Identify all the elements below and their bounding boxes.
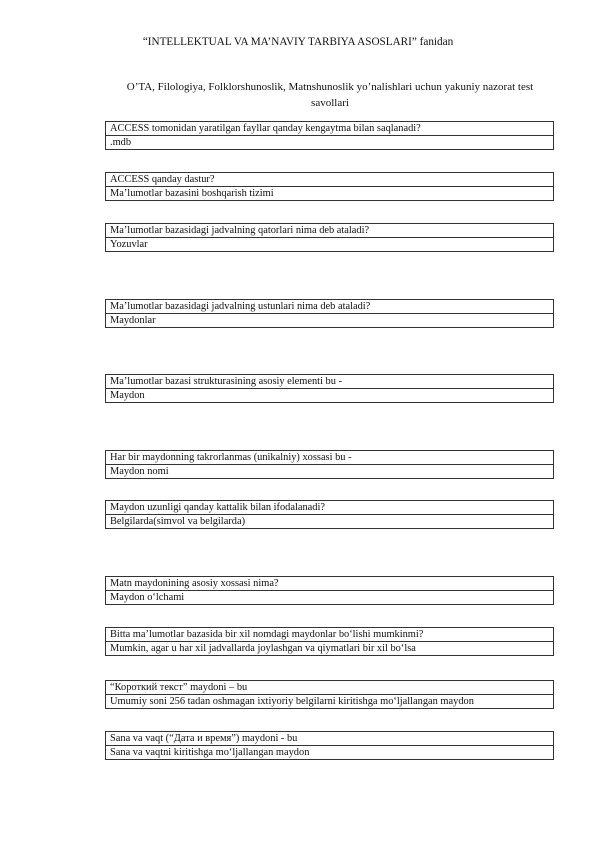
answer-text: Maydon o‘lchami — [106, 590, 553, 604]
qa-block-3 — [105, 223, 554, 252]
question-text: Har bir maydonning takrorlanmas (unikalniy) xossasi bu - — [110, 452, 352, 463]
answer-text: Belgilarda(simvol va belgilarda) — [106, 514, 553, 528]
answer-text: Maydonlar — [106, 313, 553, 327]
question-text: Maydon uzunligi qanday kattalik bilan ifodalanadi? — [110, 502, 325, 513]
qa-block-6 — [105, 450, 554, 479]
question-text: “Короткий текст” maydoni – bu — [110, 682, 248, 693]
qa-block-4 — [105, 299, 554, 328]
question-text: ACCESS tomonidan yaratilgan fayllar qanday kengaytma bilan saqlanadi? — [110, 123, 421, 134]
answer-text: Sana va vaqtni kiritishga mo‘ljallangan maydon — [106, 745, 553, 759]
answer-text: .mdb — [106, 135, 553, 149]
question-text: Ma’lumotlar bazasidagi jadvalning ustunlari nima deb ataladi? — [110, 301, 371, 312]
question-text: Ma’lumotlar bazasidagi jadvalning qatorlari nima deb ataladi? — [110, 225, 370, 236]
qa-block-10 — [105, 680, 554, 709]
answer-text: Umumiy soni 256 tadan oshmagan ixtiyoriy belgilarni kiritishga mo‘ljallangan maydon — [106, 694, 553, 708]
document-title: “INTELLEKTUAL VA MA’NAVIY TARBIYA ASOSLARI” fanidan — [142, 36, 454, 48]
question-text: Matn maydonining asosiy xossasi nima? — [110, 578, 279, 589]
qa-block-8 — [105, 576, 554, 605]
question-text: Ma’lumotlar bazasi strukturasining asosiy elementi bu - — [110, 376, 343, 387]
question-text: ACCESS qanday dastur? — [110, 174, 215, 185]
answer-text: Yozuvlar — [106, 237, 553, 251]
qa-block-9 — [105, 627, 554, 656]
qa-block-5 — [105, 374, 554, 403]
answer-text: Maydon — [106, 388, 553, 402]
document-subtitle: O’TA, Filologiya, Folklorshunoslik, Matnshunoslik yo’nalishlari uchun yakuniy nazorat test savollari — [126, 81, 534, 109]
answer-text: Mumkin, agar u har xil jadvallarda joylashgan va qiymatlari bir xil bo‘lsa — [106, 641, 553, 655]
qa-block-2 — [105, 172, 554, 201]
question-text: Bitta ma’lumotlar bazasida bir xil nomdagi maydonlar bo‘lishi mumkinmi? — [110, 629, 424, 640]
answer-text: Maydon nomi — [106, 464, 553, 478]
qa-block-11 — [105, 731, 554, 760]
answer-text: Ma’lumotlar bazasini boshqarish tizimi — [106, 186, 553, 200]
qa-block-7 — [105, 500, 554, 529]
qa-block-1 — [105, 121, 554, 150]
question-text: Sana va vaqt (“Дата и время”) maydoni - bu — [110, 733, 298, 744]
